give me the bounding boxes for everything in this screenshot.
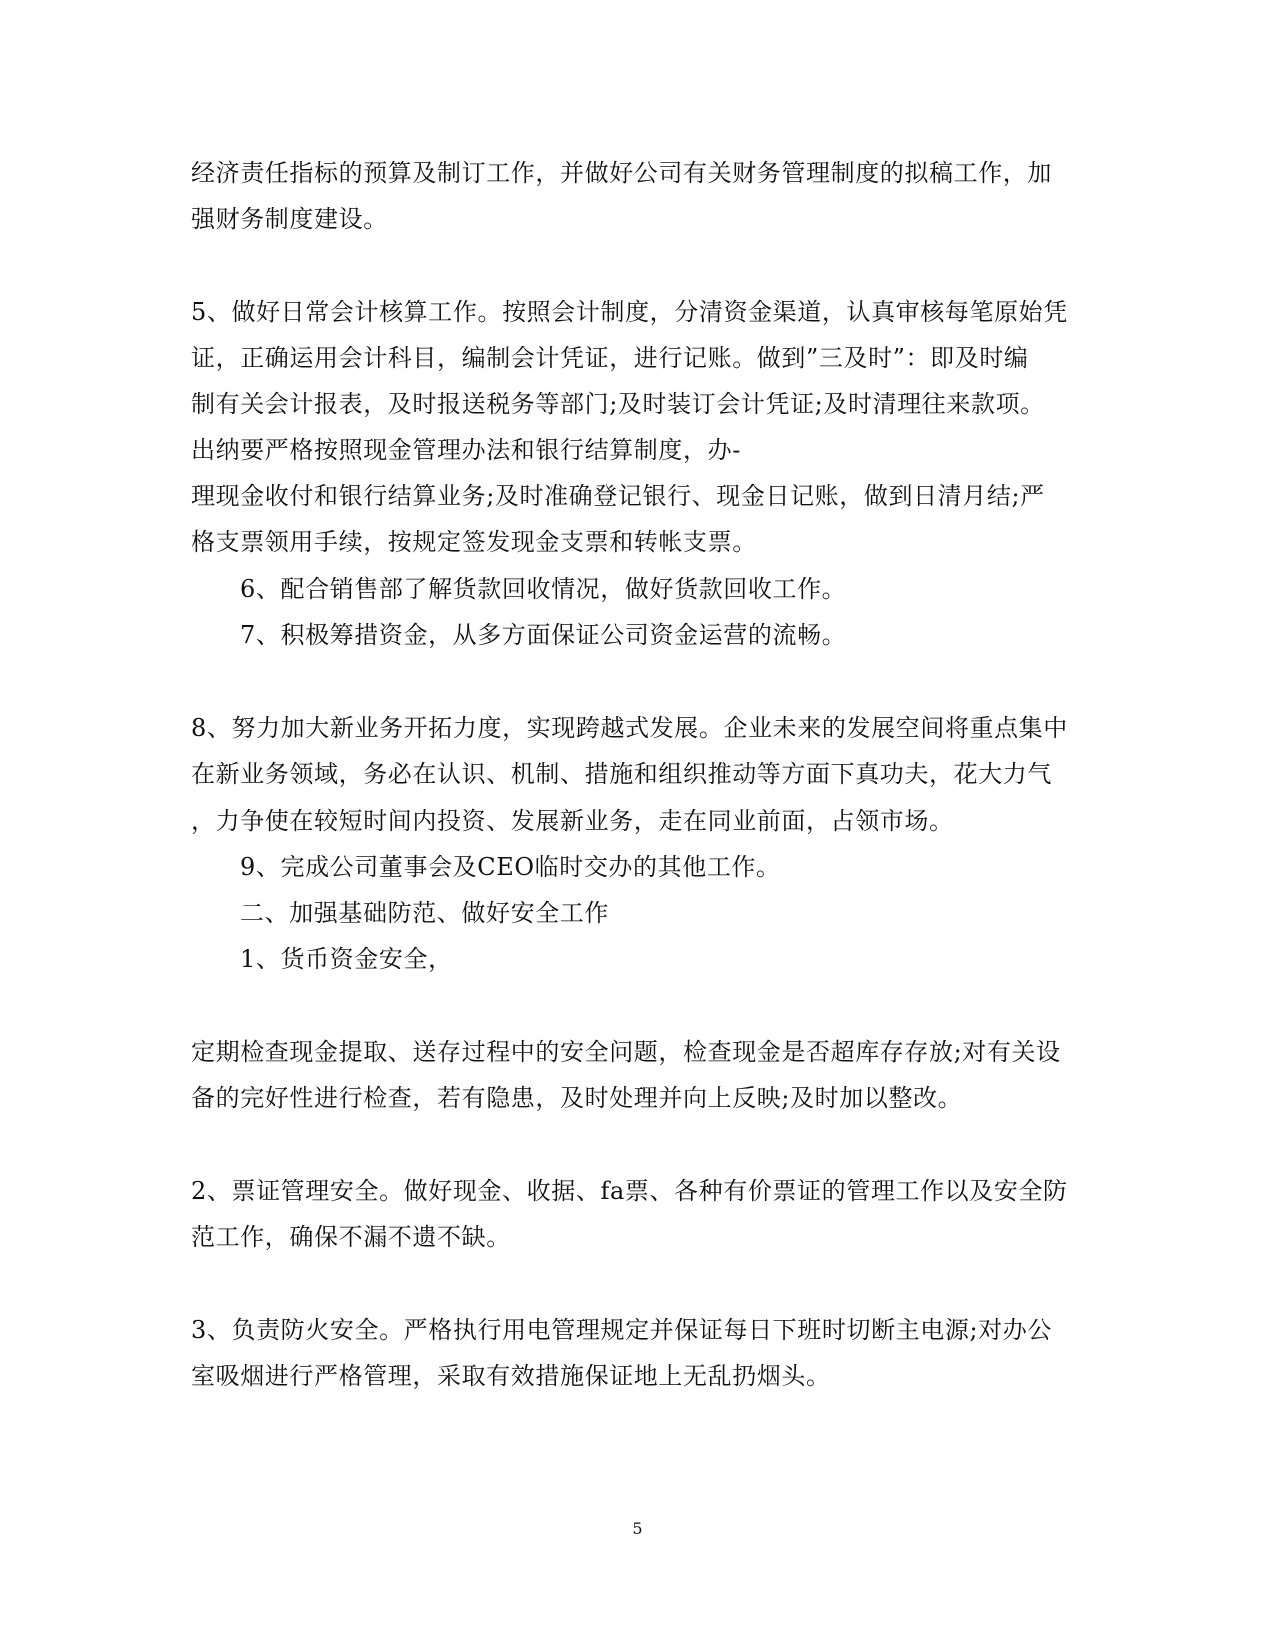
page-number: 5	[632, 1519, 643, 1538]
text-line: 在新业务领域，务必在认识、机制、措施和组织推动等方面下真功夫，花大力气	[191, 760, 1052, 788]
text-line: 9、完成公司董事会及CEO临时交办的其他工作。	[240, 853, 781, 881]
text-line: 理现金收付和银行结算业务;及时准确登记银行、现金日记账，做到日清月结;严	[191, 482, 1045, 510]
text-line: 2、票证管理安全。做好现金、收据、fa票、各种有价票证的管理工作以及安全防	[191, 1177, 1068, 1205]
text-line: 室吸烟进行严格管理，采取有效措施保证地上无乱扔烟头。	[191, 1362, 831, 1390]
text-line: 二、加强基础防范、做好安全工作	[240, 899, 609, 927]
text-line: 备的完好性进行检查，若有隐患，及时处理并向上反映;及时加以整改。	[191, 1084, 963, 1112]
text-line: 出纳要严格按照现金管理办法和银行结算制度，办-	[191, 436, 741, 464]
text-line: 经济责任指标的预算及制订工作，并做好公司有关财务管理制度的拟稿工作，加	[191, 159, 1052, 187]
text-line: 5、做好日常会计核算工作。按照会计制度，分清资金渠道，认真审核每笔原始凭	[191, 298, 1068, 326]
text-line: 定期检查现金提取、送存过程中的安全问题，检查现金是否超库存存放;对有关设	[191, 1038, 1061, 1066]
text-line: 8、努力加大新业务开拓力度，实现跨越式发展。企业未来的发展空间将重点集中	[191, 714, 1068, 742]
text-line: 范工作，确保不漏不遗不缺。	[191, 1223, 511, 1251]
text-line: 7、积极筹措资金，从多方面保证公司资金运营的流畅。	[240, 621, 847, 649]
text-line: 1、货币资金安全，	[240, 945, 453, 973]
text-line: ，力争使在较短时间内投资、发展新业务，走在同业前面，占领市场。	[191, 807, 954, 835]
text-line: 证，正确运用会计科目，编制会计凭证，进行记账。做到”三及时”：即及时编	[191, 344, 1029, 372]
text-line: 3、负责防火安全。严格执行用电管理规定并保证每日下班时切断主电源;对办公	[191, 1316, 1052, 1344]
text-line: 6、配合销售部了解货款回收情况，做好货款回收工作。	[240, 575, 847, 603]
text-line: 格支票领用手续，按规定签发现金支票和转帐支票。	[191, 528, 757, 556]
text-line: 强财务制度建设。	[191, 205, 388, 233]
text-line: 制有关会计报表，及时报送税务等部门;及时装订会计凭证;及时清理往来款项。	[191, 390, 1045, 418]
